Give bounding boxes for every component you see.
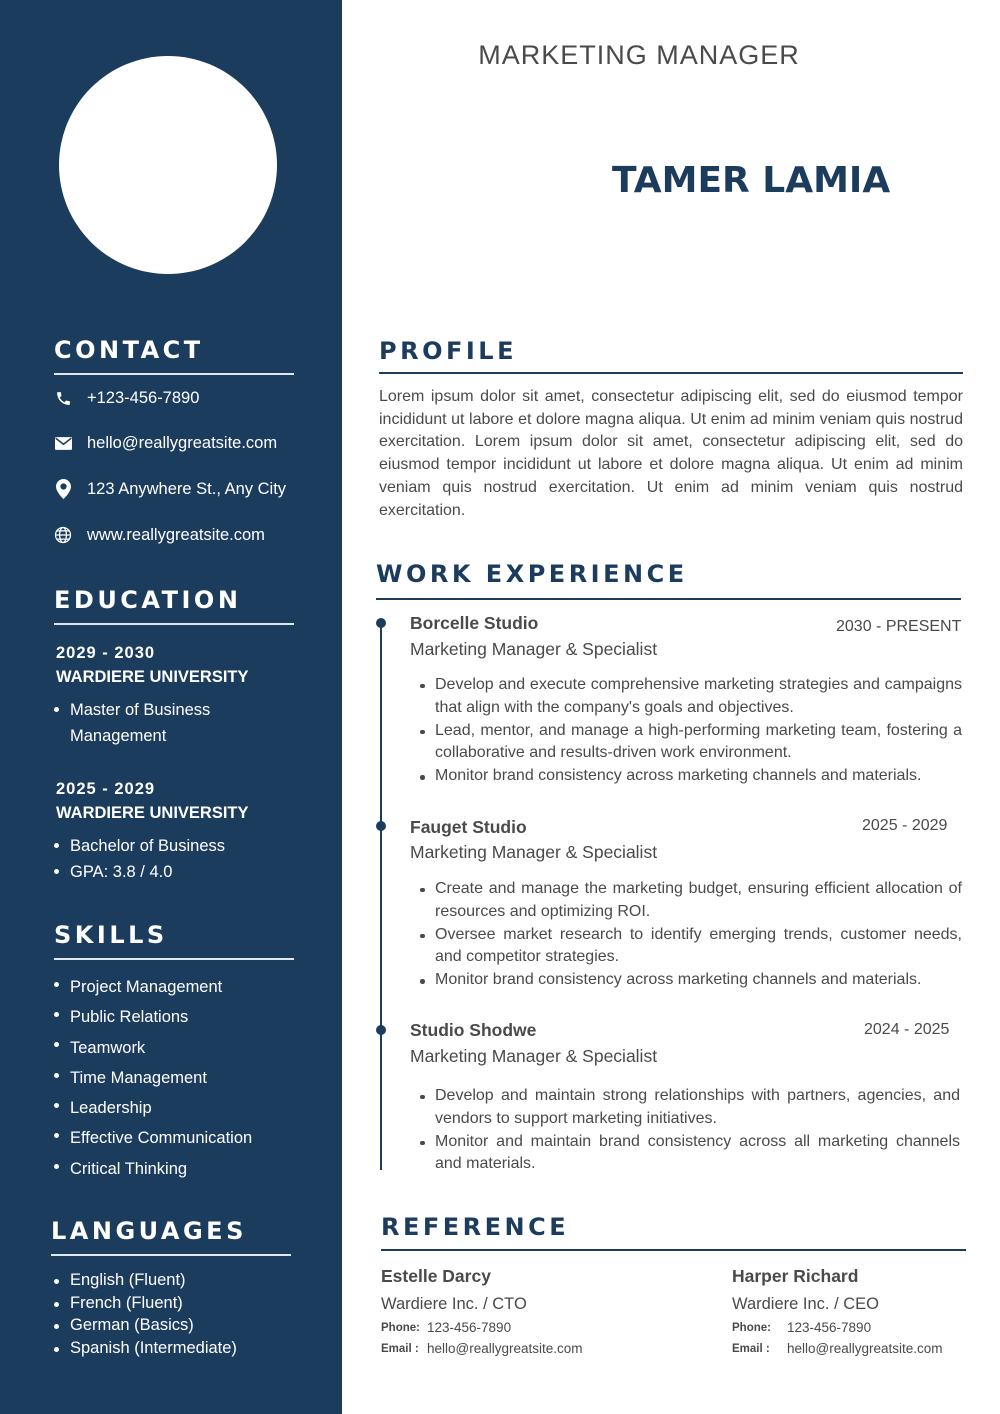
reference-phone-label: Phone: — [381, 1322, 420, 1334]
job-period: 2024 - 2025 — [864, 1021, 950, 1038]
education-school: WARDIERE UNIVERSITY — [56, 668, 249, 686]
contact-heading: CONTACT — [54, 336, 204, 364]
education-divider — [54, 623, 294, 625]
education-school: WARDIERE UNIVERSITY — [56, 804, 249, 822]
contact-website[interactable] — [54, 523, 334, 547]
reference-phone: 123-456-7890 — [427, 1320, 512, 1335]
list-item: Lead, mentor, and manage a high-performing marketing team, fostering a collaborative and results-driven work environment. — [420, 720, 962, 766]
reference-divider — [381, 1249, 966, 1251]
education-heading: EDUCATION — [54, 586, 242, 614]
contact-email-text: hello@reallygreatsite.com — [87, 433, 278, 452]
reference-email[interactable]: hello@reallygreatsite.com — [427, 1341, 583, 1356]
reference-phone: 123-456-7890 — [787, 1320, 872, 1335]
profile-heading: PROFILE — [379, 337, 517, 365]
contact-phone[interactable] — [54, 386, 334, 410]
list-item: Create and manage the marketing budget, ensuring efficient allocation of resources and optimizing ROI. — [420, 878, 962, 924]
languages-divider — [51, 1254, 291, 1256]
job-duties — [420, 878, 962, 992]
language-item: Spanish (Intermediate) — [54, 1337, 324, 1360]
skill-item: Leadership — [54, 1093, 324, 1123]
profile-photo — [59, 56, 277, 274]
contact-phone-text: +123-456-7890 — [87, 388, 200, 407]
contact-divider — [54, 373, 294, 375]
list-item: Develop and maintain strong relationships with partners, agencies, and vendors to support marketing initiatives. — [420, 1085, 960, 1131]
languages-heading: LANGUAGES — [51, 1217, 247, 1245]
reference-org: Wardiere Inc. / CTO — [381, 1295, 527, 1313]
list-item: Master of Business Management — [54, 697, 234, 749]
skill-item: Critical Thinking — [54, 1154, 324, 1184]
globe-icon — [54, 526, 72, 544]
skill-item: Effective Communication — [54, 1123, 324, 1153]
skill-item: Project Management — [54, 972, 324, 1002]
reference-name: Estelle Darcy — [381, 1266, 491, 1286]
contact-website-text: www.reallygreatsite.com — [87, 525, 265, 544]
contact-address — [54, 477, 334, 501]
job-role: Marketing Manager & Specialist — [410, 639, 658, 659]
education-details — [54, 697, 234, 749]
language-item: German (Basics) — [54, 1314, 324, 1337]
education-details — [54, 833, 314, 885]
list-item: Monitor brand consistency across marketing channels and materials. — [420, 969, 962, 992]
skill-item: Teamwork — [54, 1033, 324, 1063]
skills-divider — [54, 958, 294, 960]
sidebar — [0, 0, 342, 1414]
reference-phone-label: Phone: — [732, 1322, 771, 1334]
contact-address-text: 123 Anywhere St., Any City — [87, 479, 287, 498]
language-item: English (Fluent) — [54, 1269, 324, 1292]
person-name: TAMER LAMIA — [612, 160, 891, 201]
reference-heading: REFERENCE — [381, 1213, 570, 1241]
job-company: Fauget Studio — [410, 817, 527, 837]
job-duties — [420, 1085, 960, 1176]
timeline-dot — [376, 1025, 386, 1035]
profile-text: Lorem ipsum dolor sit amet, consectetur adipiscing elit, sed do eiusmod tempor incididunt ut labore et dolore magna aliqua. Ut enim ad minim veniam quis nostrud exercitation. Lorem ipsum dolor sit amet, consectetur adipiscing elit, sed do eiusmod tempor incididunt ut labore et dolore magna aliqua. Ut enim ad minim veniam quis nostrud exercitation. Ut enim ad minim veniam quis nostrud exercitation. — [379, 388, 963, 519]
profile-divider — [379, 372, 963, 374]
job-period: 2030 - PRESENT — [836, 618, 962, 635]
list-item: Monitor and maintain brand consistency across all marketing channels and materials. — [420, 1131, 960, 1177]
reference-org: Wardiere Inc. / CEO — [732, 1295, 880, 1313]
skill-item: Public Relations — [54, 1002, 324, 1032]
contact-email[interactable] — [54, 431, 334, 455]
job-company: Studio Shodwe — [410, 1020, 537, 1040]
work-experience-divider — [376, 598, 961, 600]
phone-icon — [54, 389, 72, 407]
skill-item: Time Management — [54, 1063, 324, 1093]
skills-list — [54, 972, 324, 1184]
skills-heading: SKILLS — [54, 921, 168, 949]
list-item: Oversee market research to identify emerging trends, customer needs, and competitor strategies. — [420, 924, 962, 970]
language-item: French (Fluent) — [54, 1292, 324, 1315]
list-item: GPA: 3.8 / 4.0 — [54, 859, 314, 885]
reference-name: Harper Richard — [732, 1266, 859, 1286]
list-item: Develop and execute comprehensive marketing strategies and campaigns that align with the company's goals and objectives. — [420, 674, 962, 720]
location-pin-icon — [54, 480, 72, 498]
list-item: Bachelor of Business — [54, 833, 314, 859]
education-years: 2025 - 2029 — [56, 780, 156, 798]
reference-email-label: Email : — [732, 1343, 770, 1355]
education-years: 2029 - 2030 — [56, 644, 156, 662]
job-company: Borcelle Studio — [410, 613, 539, 633]
reference-email-label: Email : — [381, 1343, 419, 1355]
list-item: Monitor brand consistency across marketing channels and materials. — [420, 765, 962, 788]
languages-list — [54, 1269, 324, 1360]
timeline-dot — [376, 821, 386, 831]
job-role: Marketing Manager & Specialist — [410, 842, 658, 862]
job-title: MARKETING MANAGER — [478, 40, 800, 70]
mail-icon — [54, 434, 72, 452]
job-period: 2025 - 2029 — [862, 817, 948, 834]
timeline-line — [380, 622, 382, 1170]
job-role: Marketing Manager & Specialist — [410, 1046, 658, 1066]
timeline-dot — [376, 618, 386, 628]
work-experience-heading: WORK EXPERIENCE — [376, 560, 688, 588]
job-duties — [420, 674, 962, 788]
reference-email[interactable]: hello@reallygreatsite.com — [787, 1341, 943, 1356]
